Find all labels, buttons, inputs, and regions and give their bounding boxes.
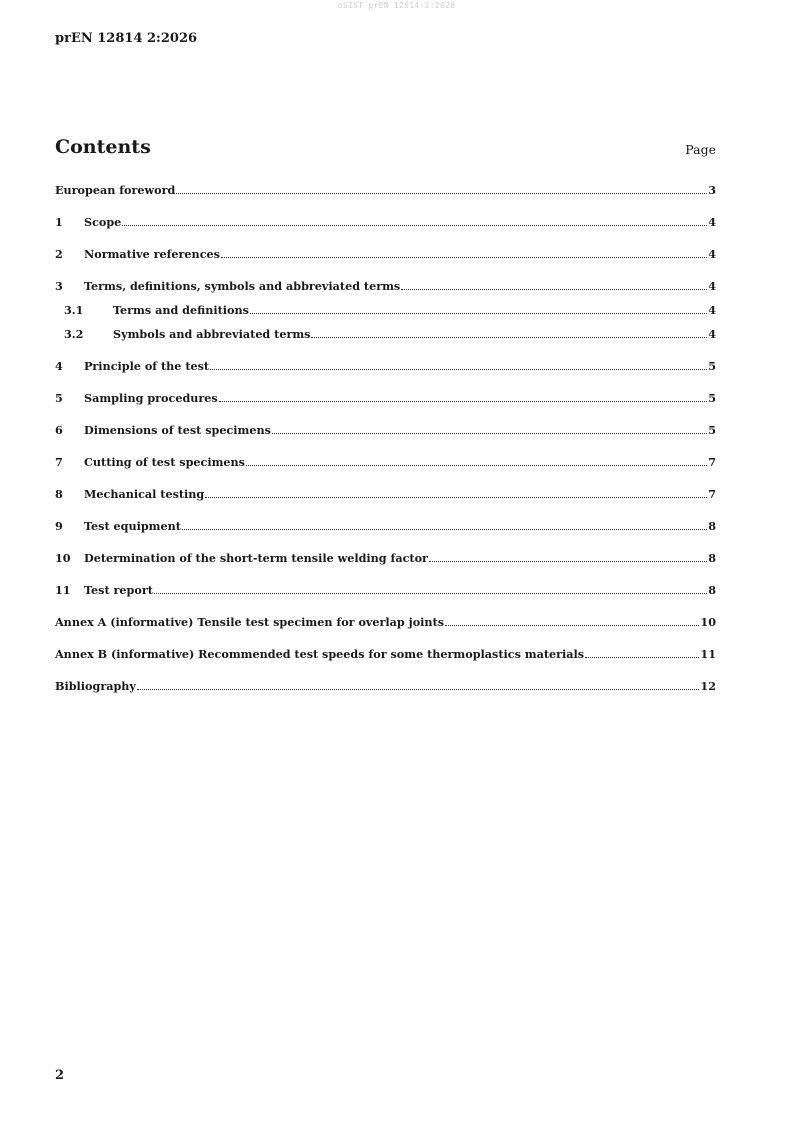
toc-dot-leader xyxy=(205,497,707,498)
toc-entry-title: Scope xyxy=(84,215,122,229)
toc-dot-leader xyxy=(154,593,707,594)
toc-entry-number: 7 xyxy=(55,455,63,469)
toc-entry-number: 5 xyxy=(55,391,63,405)
toc-entry[interactable] xyxy=(55,389,716,405)
toc-dot-leader xyxy=(445,625,699,626)
toc-entry[interactable] xyxy=(55,645,716,661)
toc-entry[interactable] xyxy=(55,453,716,469)
toc-dot-leader xyxy=(210,369,707,370)
document-identifier: prEN 12814 2:2026 xyxy=(55,31,198,46)
toc-dot-leader xyxy=(221,257,707,258)
toc-entry-title: Sampling procedures xyxy=(84,391,218,405)
toc-entry[interactable] xyxy=(55,277,716,293)
toc-entry[interactable] xyxy=(55,485,716,501)
toc-entry-page: 8 xyxy=(708,551,716,565)
toc-dot-leader xyxy=(137,689,700,690)
toc-entry-title: Test equipment xyxy=(84,519,181,533)
toc-entry[interactable] xyxy=(64,325,716,341)
toc-entry-number: 3 xyxy=(55,279,63,293)
page-column-label: Page xyxy=(685,142,716,157)
toc-dot-leader xyxy=(401,289,707,290)
toc-entry[interactable] xyxy=(64,301,716,317)
toc-entry-number: 1 xyxy=(55,215,63,229)
toc-entry-number: 3.1 xyxy=(64,303,84,317)
toc-entry-number: 10 xyxy=(55,551,71,565)
toc-entry-page: 12 xyxy=(700,679,716,693)
toc-entry-title: Bibliography xyxy=(55,679,136,693)
toc-entry-title: Mechanical testing xyxy=(84,487,205,501)
toc-entry-page: 3 xyxy=(708,183,716,197)
toc-entry-page: 4 xyxy=(708,327,716,341)
toc-entry-page: 5 xyxy=(708,359,716,373)
toc-entry-page: 4 xyxy=(708,215,716,229)
toc-entry[interactable] xyxy=(55,357,716,373)
toc-entry-page: 4 xyxy=(708,247,716,261)
toc-entry-title: Symbols and abbreviated terms xyxy=(113,327,311,341)
watermark: oSIST prEN 12814-2:2026 xyxy=(337,1,456,10)
toc-dot-leader xyxy=(182,529,707,530)
toc-entry-number: 6 xyxy=(55,423,63,437)
toc-entry-page: 7 xyxy=(708,455,716,469)
toc-entry-number: 3.2 xyxy=(64,327,84,341)
toc-entry[interactable] xyxy=(55,549,716,565)
toc-dot-leader xyxy=(429,561,707,562)
toc-entry[interactable] xyxy=(55,213,716,229)
toc-dot-leader xyxy=(272,433,707,434)
toc-entry-title: Test report xyxy=(84,583,153,597)
page-number: 2 xyxy=(55,1068,65,1083)
toc-entry[interactable] xyxy=(55,677,716,693)
toc-entry-page: 8 xyxy=(708,583,716,597)
toc-dot-leader xyxy=(122,225,707,226)
toc-entry-title: Terms, definitions, symbols and abbreviated terms xyxy=(84,279,401,293)
toc-dot-leader xyxy=(585,657,699,658)
toc-entry[interactable] xyxy=(55,245,716,261)
toc-entry-title: Normative references xyxy=(84,247,220,261)
toc-entry-page: 10 xyxy=(700,615,716,629)
toc-entry[interactable] xyxy=(55,181,716,197)
toc-entry-number: 11 xyxy=(55,583,71,597)
toc-entry[interactable] xyxy=(55,517,716,533)
toc-entry-number: 9 xyxy=(55,519,63,533)
toc-dot-leader xyxy=(246,465,707,466)
toc-entry-page: 4 xyxy=(708,303,716,317)
toc-entry-title: Cutting of test specimens xyxy=(84,455,245,469)
toc-entry-title: Terms and definitions xyxy=(113,303,249,317)
toc-entry-title: Annex B (informative) Recommended test speeds for some thermoplastics materials xyxy=(55,647,585,661)
toc-dot-leader xyxy=(250,313,707,314)
toc-entry[interactable] xyxy=(55,421,716,437)
toc-entry-title: Annex A (informative) Tensile test specimen for overlap joints xyxy=(55,615,445,629)
toc-entry[interactable] xyxy=(55,581,716,597)
toc-entry-number: 8 xyxy=(55,487,63,501)
toc-entry-title: Principle of the test xyxy=(84,359,210,373)
toc-entry-title: Dimensions of test specimens xyxy=(84,423,271,437)
toc-entry-page: 5 xyxy=(708,391,716,405)
toc-entry[interactable] xyxy=(55,613,716,629)
toc-entry-title: Determination of the short-term tensile welding factor xyxy=(84,551,428,565)
toc-dot-leader xyxy=(176,193,707,194)
toc-entry-number: 4 xyxy=(55,359,63,373)
toc-dot-leader xyxy=(219,401,707,402)
toc-entry-title: European foreword xyxy=(55,183,176,197)
toc-entry-page: 11 xyxy=(700,647,716,661)
toc-entry-page: 4 xyxy=(708,279,716,293)
toc-entry-page: 8 xyxy=(708,519,716,533)
toc-entry-page: 5 xyxy=(708,423,716,437)
toc-entry-number: 2 xyxy=(55,247,63,261)
contents-title: Contents xyxy=(55,136,151,158)
toc-entry-page: 7 xyxy=(708,487,716,501)
toc-dot-leader xyxy=(311,337,707,338)
